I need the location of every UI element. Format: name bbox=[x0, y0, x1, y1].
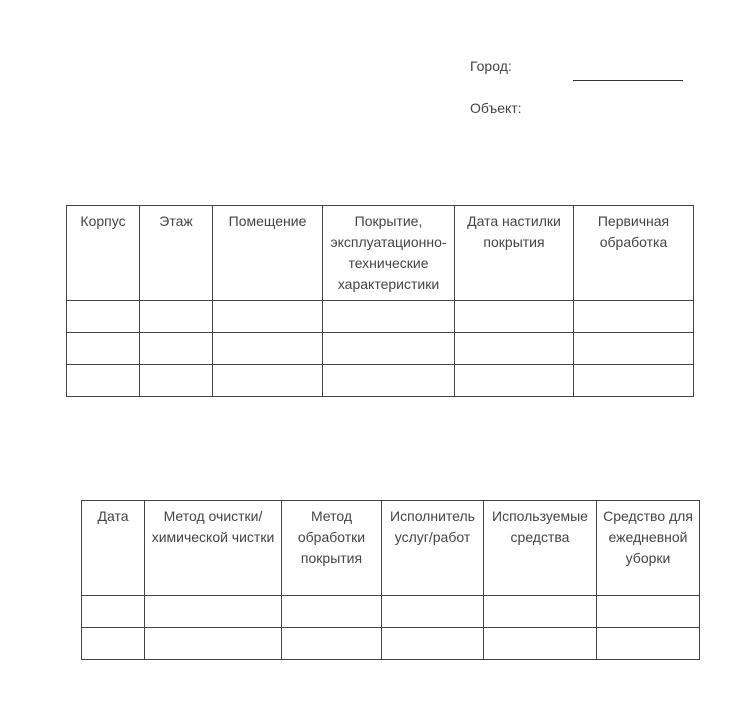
table-cell[interactable] bbox=[455, 333, 574, 365]
table-cell[interactable] bbox=[455, 365, 574, 397]
table-header-row bbox=[82, 501, 700, 596]
table-cell[interactable] bbox=[574, 301, 694, 333]
column-header-coating: Покрытие, эксплуатационно-технические характеристики bbox=[323, 206, 455, 301]
table-cell[interactable] bbox=[140, 333, 213, 365]
table-cell[interactable] bbox=[484, 596, 597, 628]
column-header-room: Помещение bbox=[213, 206, 323, 301]
table-cell[interactable] bbox=[213, 301, 323, 333]
table-row bbox=[82, 628, 700, 660]
table-cell[interactable] bbox=[323, 333, 455, 365]
city-label: Город: bbox=[470, 58, 512, 74]
premises-table bbox=[66, 205, 694, 397]
column-header-cleaning-method: Метод очистки/ химической чистки bbox=[145, 501, 282, 596]
table-cell[interactable] bbox=[140, 301, 213, 333]
column-header-building: Корпус bbox=[67, 206, 140, 301]
table-cell[interactable] bbox=[455, 301, 574, 333]
table-cell[interactable] bbox=[484, 628, 597, 660]
cleaning-methods-table bbox=[81, 500, 700, 660]
table-cell[interactable] bbox=[140, 365, 213, 397]
column-header-date: Дата bbox=[82, 501, 145, 596]
column-header-floor: Этаж bbox=[140, 206, 213, 301]
table-cell[interactable] bbox=[82, 628, 145, 660]
city-underline-field[interactable] bbox=[573, 80, 683, 81]
table-row bbox=[67, 333, 694, 365]
column-header-primary-treatment: Первичная обработка bbox=[574, 206, 694, 301]
table-cell[interactable] bbox=[82, 596, 145, 628]
table-header-row bbox=[67, 206, 694, 301]
column-header-daily-cleaning-agent: Средство для ежедневной уборки bbox=[597, 501, 700, 596]
column-header-contractor: Исполнитель услуг/работ bbox=[382, 501, 484, 596]
table-cell[interactable] bbox=[282, 628, 382, 660]
table-cell[interactable] bbox=[145, 628, 282, 660]
table-row bbox=[67, 301, 694, 333]
table-cell[interactable] bbox=[574, 333, 694, 365]
table-row bbox=[67, 365, 694, 397]
table-cell[interactable] bbox=[145, 596, 282, 628]
column-header-treatment-method: Метод обработки покрытия bbox=[282, 501, 382, 596]
table-cell[interactable] bbox=[67, 301, 140, 333]
table-cell[interactable] bbox=[597, 596, 700, 628]
table-cell[interactable] bbox=[382, 628, 484, 660]
table-row bbox=[82, 596, 700, 628]
table-cell[interactable] bbox=[282, 596, 382, 628]
table-cell[interactable] bbox=[574, 365, 694, 397]
table-cell[interactable] bbox=[213, 365, 323, 397]
column-header-products-used: Используемые средства bbox=[484, 501, 597, 596]
table-cell[interactable] bbox=[213, 333, 323, 365]
table-cell[interactable] bbox=[67, 333, 140, 365]
object-label: Объект: bbox=[470, 100, 522, 116]
table-cell[interactable] bbox=[382, 596, 484, 628]
table-cell[interactable] bbox=[323, 301, 455, 333]
table-cell[interactable] bbox=[597, 628, 700, 660]
table-cell[interactable] bbox=[323, 365, 455, 397]
table-cell[interactable] bbox=[67, 365, 140, 397]
column-header-laying-date: Дата настилки покрытия bbox=[455, 206, 574, 301]
